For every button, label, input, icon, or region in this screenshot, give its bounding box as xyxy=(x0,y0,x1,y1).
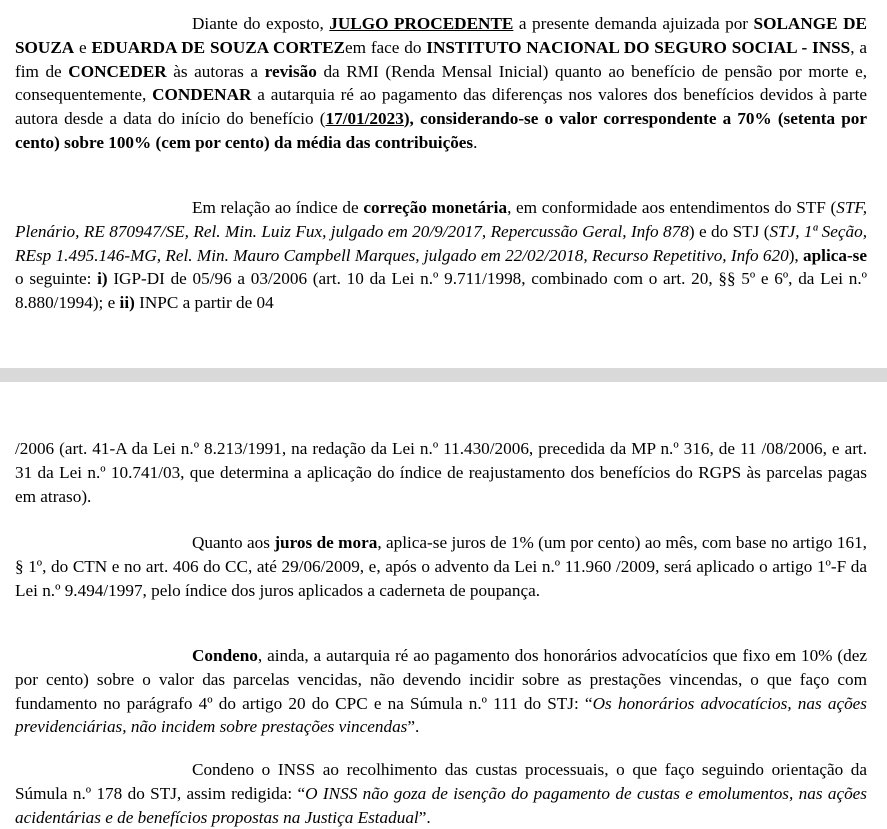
text-run: da RMI (Renda Mensal Inicial) quanto ao benefício de pensão por morte e, consequentemente, xyxy=(15,61,867,105)
text-run: Em relação ao índice de xyxy=(192,198,364,217)
text-run: a presente demanda ajuizada por xyxy=(513,14,754,33)
citation-italic: STF, Plenário, RE 870947/SE, Rel. Min. Luiz Fux, julgado em 20/9/2017, Repercussão Geral, Info 878 xyxy=(15,198,868,241)
text-run-bold: correção monetária xyxy=(363,198,508,217)
text-run: Condeno o INSS ao recolhimento das custas processuais, o que faço seguindo orientação da Súmula n.º 178 do STJ, assim redigida: “ xyxy=(15,760,867,803)
quote-italic: O INSS não goza de isenção do pagamento de custas e emolumentos, nas ações acidentárias e de benefícios propostas na Justiça Estadual xyxy=(15,783,868,827)
text-run: Quanto aos xyxy=(192,533,275,552)
text-run: às autoras a xyxy=(166,61,265,81)
paragraph-honorarios xyxy=(15,644,867,739)
text-run: , aplica-se juros de 1% (um por cento) ao mês, com base no artigo 161, § 1º, do CTN e no art. 406 do CC, até 29/06/2009, e, após o advento da Lei n.º 11.960 /2009, será aplicado o artigo 1º-F da Lei n.º 9.494/1997, pelo índice dos juros aplicados a caderneta de poupança. xyxy=(15,533,867,600)
text-run-bold: revisão xyxy=(264,61,317,81)
list-marker: i) xyxy=(97,269,108,289)
paragraph-correcao-monetaria xyxy=(15,196,867,315)
text-run: e xyxy=(74,37,92,57)
text-run: , ainda, a autarquia ré ao pagamento dos honorários advocatícios que fixo em 10% (dez por cento) sobre o valor das parcelas vencidas, não devendo incidir sobre as prestações vincendas, o que faço com fundamento no parágrafo 4º do artigo 20 do CPC e na Súmula n.º 111 do STJ: “ xyxy=(15,646,867,713)
text-run-bold: juros de mora xyxy=(274,533,378,552)
list-marker: ii) xyxy=(119,293,135,313)
text-run: ”. xyxy=(418,807,431,827)
paragraph-dispositivo xyxy=(15,12,867,155)
date-run: 17/01/2023 xyxy=(325,109,404,129)
text-run-bold: ), considerando-se o valor correspondente a 70% (setenta por cento) sobre 100% (cem por cento) da média das contribuições xyxy=(15,109,868,152)
text-run-bold: aplica-se xyxy=(803,245,867,265)
party-name: EDUARDA DE SOUZA CORTEZ xyxy=(91,37,346,57)
quote-italic: Os honorários advocatícios, nas ações previdenciárias, não incidem sobre prestações vincendas xyxy=(15,693,867,737)
paragraph-juros-de-mora xyxy=(15,531,867,602)
text-run: , a fim de xyxy=(15,37,867,81)
text-run-bold: CONCEDER xyxy=(68,61,167,81)
text-run: /2006 (art. 41-A da Lei n.º 8.213/1991, na redação da Lei n.º 11.430/2006, precedida da MP n.º 316, de 11 /08/2006, e art. 31 da Lei n.º 10.741/03, que determina a aplicação do índice de reajustamento dos benefícios do RGPS às parcelas pagas em atraso). xyxy=(15,439,867,506)
text-run: em face do xyxy=(345,37,427,57)
page-break-separator xyxy=(0,368,887,382)
text-run-bold-underline: JULGO PROCEDENTE xyxy=(329,14,514,33)
text-run: ) e do STJ ( xyxy=(688,221,770,241)
text-run: , em conformidade aos entendimentos do STF ( xyxy=(507,198,837,217)
party-name: SOLANGE DE SOUZA xyxy=(15,14,867,57)
citation-italic: STJ, 1ª Seção, REsp 1.495.146-MG, Rel. Min. Mauro Campbell Marques, julgado em 22/02/2018, Recurso Repetitivo, Info 620 xyxy=(15,221,868,265)
paragraph-custas xyxy=(15,758,867,829)
text-run-bold: Condeno xyxy=(192,646,258,665)
text-run: IGP-DI de 05/96 a 03/2006 (art. 10 da Lei n.º 9.711/1998, combinado com o art. 20, §§ 5º e 6º, da Lei n.º 8.880/1994); e xyxy=(15,269,867,313)
text-run: ”. xyxy=(407,717,420,737)
text-run-bold: CONDENAR xyxy=(152,85,252,105)
text-run: INPC a partir de 04 xyxy=(134,293,274,313)
text-run: . xyxy=(473,132,478,152)
text-run: ), xyxy=(788,245,804,265)
paragraph-continuation xyxy=(15,437,867,508)
text-run: o seguinte: xyxy=(15,269,98,289)
text-run: a autarquia ré ao pagamento das diferenças nos valores dos benefícios devidos à parte autora desde a data do início do benefício ( xyxy=(15,85,867,129)
text-run: Diante do exposto, xyxy=(192,14,330,33)
defendant-name: INSTITUTO NACIONAL DO SEGURO SOCIAL - INSS xyxy=(426,37,851,57)
